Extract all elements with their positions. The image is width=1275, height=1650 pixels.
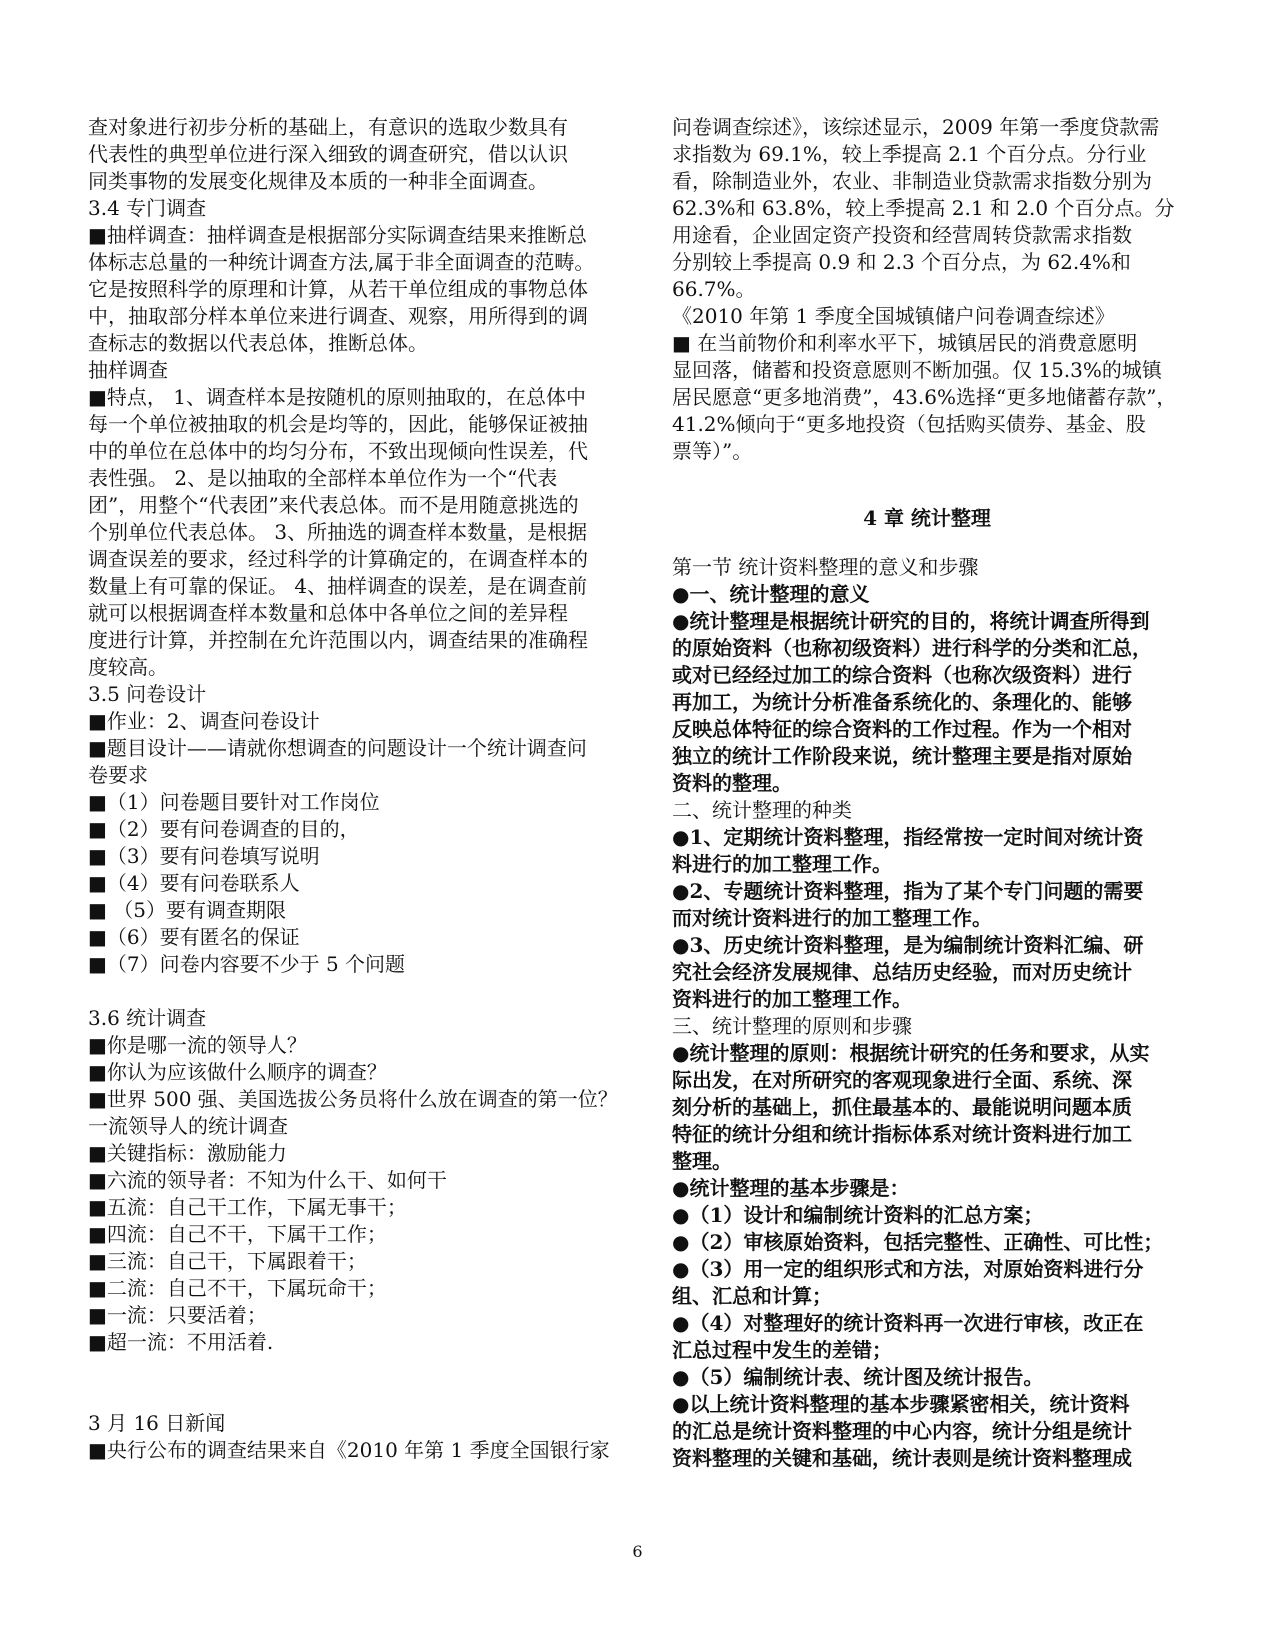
right-column-top-text (672, 114, 1182, 465)
left-column (88, 114, 626, 1464)
text-line: ■（1）问卷题目要针对工作岗位 (88, 790, 380, 814)
text-line: 团”，用整个“代表团”来代表总体。而不是用随意挑选的 (88, 493, 579, 517)
text-line: 66.7%。 (672, 277, 756, 301)
text-line: ●统计整理是根据统计研究的目的，将统计调查所得到 (672, 609, 1150, 633)
text-line: 中，抽取部分样本单位来进行调查、观察，用所得到的调 (88, 304, 588, 328)
text-line: 就可以根据调查样本数量和总体中各单位之间的差异程 (88, 601, 568, 625)
text-line: 中的单位在总体中的均匀分布，不致出现倾向性误差，代 (88, 439, 588, 463)
text-line: ■世界 500 强、美国选拔公务员将什么放在调查的第一位？ (88, 1087, 618, 1111)
spacer (672, 546, 1182, 554)
text-line: 3.6 统计调查 (88, 1006, 207, 1030)
text-line: 独立的统计工作阶段来说，统计整理主要是指对原始 (672, 744, 1132, 768)
text-line: 度较高。 (88, 655, 168, 679)
text-line: ■（3）要有问卷填写说明 (88, 844, 320, 868)
text-line: ■特点， 1、调查样本是按随机的原则抽取的，在总体中 (88, 385, 586, 409)
text-line: ■超一流：不用活着. (88, 1330, 274, 1354)
text-line (88, 1356, 626, 1383)
text-line: 资料整理的关键和基础，统计表则是统计资料整理成 (672, 1446, 1132, 1470)
text-line: ●（1）设计和编制统计资料的汇总方案； (672, 1203, 1044, 1227)
text-line: 表性强。 2、是以抽取的全部样本单位作为一个“代表 (88, 466, 558, 490)
text-line: 体标志总量的一种统计调查方法,属于非全面调查的范畴。 (88, 250, 595, 274)
text-line: 而对统计资料进行的加工整理工作。 (672, 906, 992, 930)
text-line: 度进行计算，并控制在允许范围以内，调查结果的准确程 (88, 628, 588, 652)
text-line: 《2010 年第 1 季度全国城镇储户问卷调查综述》 (672, 304, 1115, 328)
right-column (672, 114, 1182, 1472)
text-line: 每一个单位被抽取的机会是均等的，因此，能够保证被抽 (88, 412, 588, 436)
text-line: 代表性的典型单位进行深入细致的调查研究，借以认识 (88, 142, 568, 166)
text-line: ■关键指标：激励能力 (88, 1141, 287, 1165)
text-line: ■五流：自己干工作，下属无事干； (88, 1195, 407, 1219)
text-line: 票等）”。 (672, 439, 753, 463)
text-line: 的汇总是统计资料整理的中心内容，统计分组是统计 (672, 1419, 1132, 1443)
text-line: ●一、统计整理的意义 (672, 582, 870, 606)
page-number: 6 (632, 1542, 643, 1561)
text-line: 3 月 16 日新闻 (88, 1411, 226, 1435)
text-line: 际出发，在对所研究的客观现象进行全面、系统、深 (672, 1068, 1132, 1092)
text-line: 汇总过程中发生的差错； (672, 1338, 892, 1362)
text-line: 资料的整理。 (672, 771, 792, 795)
text-line: 二、统计整理的种类 (672, 798, 852, 822)
text-line: 居民愿意“更多地消费”，43.6%选择“更多地储蓄存款”， (672, 385, 1177, 409)
text-line: ■（2）要有问卷调查的目的， (88, 817, 360, 841)
text-line (88, 1383, 626, 1410)
text-line: ■二流：自己不干，下属玩命干； (88, 1276, 387, 1300)
text-line: 一流领导人的统计调查 (88, 1114, 288, 1138)
text-line: ■央行公布的调查结果来自《2010 年第 1 季度全国银行家 (88, 1438, 610, 1462)
text-line: 查对象进行初步分析的基础上，有意识的选取少数具有 (88, 115, 568, 139)
text-line: ■抽样调查：抽样调查是根据部分实际调查结果来推断总 (88, 223, 587, 247)
text-line: 反映总体特征的综合资料的工作过程。作为一个相对 (672, 717, 1132, 741)
text-line: 刻分析的基础上，抓住最基本的、最能说明问题本质 (672, 1095, 1132, 1119)
text-line: 数量上有可靠的保证。 4、抽样调查的误差，是在调查前 (88, 574, 588, 598)
spacer (672, 465, 1182, 492)
text-line: ●统计整理的原则：根据统计研究的任务和要求，从实 (672, 1041, 1150, 1065)
text-line: ●统计整理的基本步骤是： (672, 1176, 910, 1200)
text-line: ■题目设计——请就你想调查的问题设计一个统计调查问 (88, 736, 587, 760)
text-line: ■（6）要有匿名的保证 (88, 925, 300, 949)
text-line: ●（2）审核原始资料，包括完整性、正确性、可比性； (672, 1230, 1164, 1254)
text-line: 分别较上季提高 0.9 和 2.3 个百分点，为 62.4%和 (672, 250, 1131, 274)
text-line (88, 978, 626, 1005)
text-line: 求指数为 69.1%，较上季提高 2.1 个百分点。分行业 (672, 142, 1147, 166)
text-line: ■ （5）要有调查期限 (88, 898, 286, 922)
text-line: ■（7）问卷内容要不少于 5 个问题 (88, 952, 406, 976)
text-line: 三、统计整理的原则和步骤 (672, 1014, 912, 1038)
text-line: 看，除制造业外，农业、非制造业贷款需求指数分别为 (672, 169, 1152, 193)
text-line: ●以上统计资料整理的基本步骤紧密相关，统计资料 (672, 1392, 1130, 1416)
text-line: ■你是哪一流的领导人？ (88, 1033, 307, 1057)
text-line: 个别单位代表总体。 3、所抽选的调查样本数量，是根据 (88, 520, 588, 544)
text-line: 3.4 专门调查 (88, 196, 207, 220)
text-line: 卷要求 (88, 763, 148, 787)
right-column-bottom-text (672, 554, 1182, 1472)
text-line: 料进行的加工整理工作。 (672, 852, 892, 876)
text-line: 特征的统计分组和统计指标体系对统计资料进行加工 (672, 1122, 1132, 1146)
text-line: 组、汇总和计算； (672, 1284, 832, 1308)
text-line: 显回落，储蓄和投资意愿则不断加强。仅 15.3%的城镇 (672, 358, 1162, 382)
text-line: 的原始资料（也称初级资料）进行科学的分类和汇总， (672, 636, 1152, 660)
text-line: ■作业：2、调查问卷设计 (88, 709, 320, 733)
text-line: ■你认为应该做什么顺序的调查？ (88, 1060, 387, 1084)
text-line: ●（3）用一定的组织形式和方法，对原始资料进行分 (672, 1257, 1144, 1281)
text-line: 同类事物的发展变化规律及本质的一种非全面调查。 (88, 169, 548, 193)
text-line: 41.2%倾向于“更多地投资（包括购买债券、基金、股 (672, 412, 1146, 436)
text-line: ■ 在当前物价和利率水平下，城镇居民的消费意愿明 (672, 331, 1138, 355)
text-line: 查标志的数据以代表总体，推断总体。 (88, 331, 428, 355)
text-line: ■四流：自己不干，下属干工作； (88, 1222, 387, 1246)
text-line: ●（5）编制统计表、统计图及统计报告。 (672, 1365, 1044, 1389)
text-line: ■三流：自己干，下属跟着干； (88, 1249, 367, 1273)
text-line: 整理。 (672, 1149, 732, 1173)
text-line: 或对已经经过加工的综合资料（也称次级资料）进行 (672, 663, 1132, 687)
chapter-title: 4 章 统计整理 (863, 506, 991, 530)
text-line: ■（4）要有问卷联系人 (88, 871, 300, 895)
text-line: 调查误差的要求，经过科学的计算确定的，在调查样本的 (88, 547, 588, 571)
text-line: 第一节 统计资料整理的意义和步骤 (672, 555, 979, 579)
text-line: ●3、历史统计资料整理，是为编制统计资料汇编、研 (672, 933, 1144, 957)
text-line: ●2、专题统计资料整理，指为了某个专门问题的需要 (672, 879, 1144, 903)
text-line: ●1、定期统计资料整理，指经常按一定时间对统计资 (672, 825, 1144, 849)
text-line: 用途看，企业固定资产投资和经营周转贷款需求指数 (672, 223, 1132, 247)
text-line: 再加工，为统计分析准备系统化的、条理化的、能够 (672, 690, 1132, 714)
text-line: ■一流：只要活着； (88, 1303, 267, 1327)
text-line: 62.3%和 63.8%，较上季提高 2.1 和 2.0 个百分点。分 (672, 196, 1175, 220)
text-line: 问卷调查综述》，该综述显示，2009 年第一季度贷款需 (672, 115, 1160, 139)
text-line: ■六流的领导者：不知为什么干、如何干 (88, 1168, 447, 1192)
text-line: 3.5 问卷设计 (88, 682, 207, 706)
text-line: ●（4）对整理好的统计资料再一次进行审核，改正在 (672, 1311, 1144, 1335)
text-line: 它是按照科学的原理和计算，从若干单位组成的事物总体 (88, 277, 588, 301)
text-line: 资料进行的加工整理工作。 (672, 987, 912, 1011)
text-line: 抽样调查 (88, 358, 168, 382)
text-line: 究社会经济发展规律、总结历史经验，而对历史统计 (672, 960, 1132, 984)
